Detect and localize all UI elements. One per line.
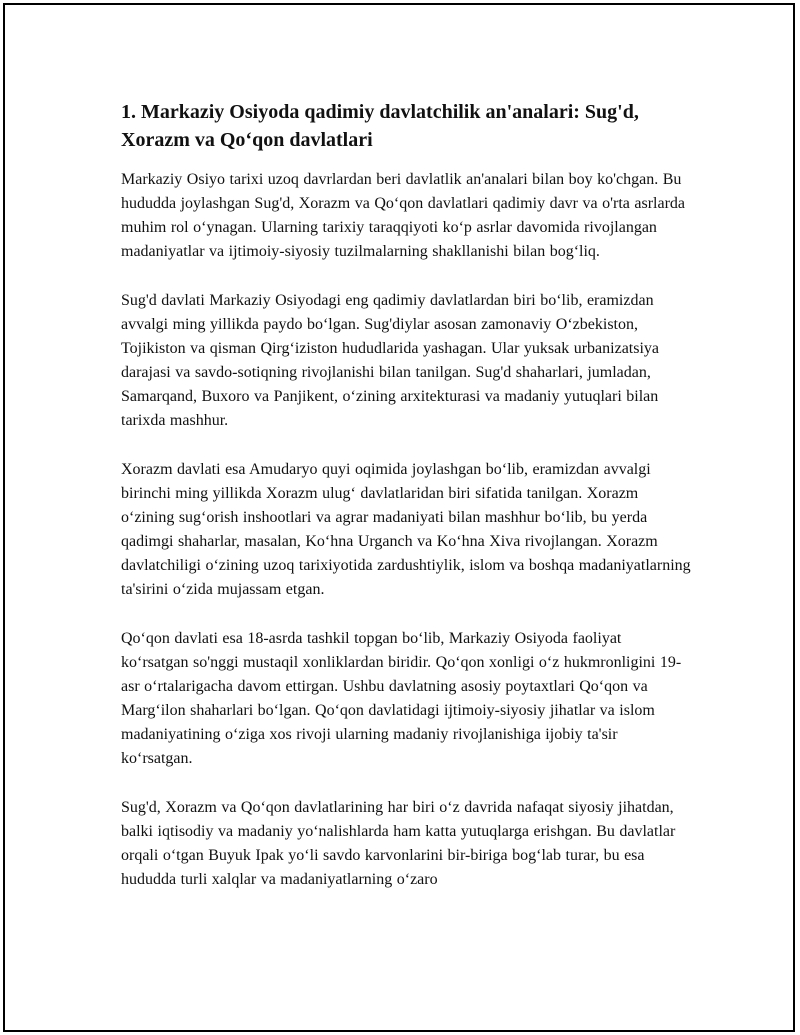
paragraph-2: Sug'd davlati Markaziy Osiyodagi eng qadimiy davlatlardan biri bo‘lib, eramizdan avvalgi ming yillikda paydo bo‘lgan. Sug'diylar asosan zamonaviy O‘zbekiston, Tojikiston va qisman Qirg‘iziston hududlarida yashagan. Ular yuksak urbanizatsiya darajasi va savdo-sotiqning rivojlanishi bilan tanilgan. Sug'd shaharlari, jumladan, Samarqand, Buxoro va Panjikent, o‘zining arxitekturasi va madaniy yutuqlari bilan tarixda mashhur. <box>121 292 660 429</box>
paragraph-1: Markaziy Osiyo tarixi uzoq davrlardan beri davlatlik an'analari bilan boy ko'chgan. Bu hududda joylashgan Sug'd, Xorazm va Qo‘qon davlatlari qadimiy davr va o'rta asrlarda muhim rol o‘ynagan. Ularning tarixiy taraqqiyoti ko‘p asrlar davomida rivojlangan madaniyatlar va ijtimoiy-siyosiy tuzilmalarning shakllanishi bilan bog‘liq. <box>121 171 685 260</box>
paragraph-3: Xorazm davlati esa Amudaryo quyi oqimida joylashgan bo‘lib, eramizdan avvalgi birinchi ming yillikda Xorazm ulug‘ davlatlaridan biri sifatida tanilgan. Xorazm o‘zining sug‘orish inshootlari va agrar madaniyati bilan mashhur bo‘lib, bu yerda qadimgi shaharlar, masalan, Ko‘hna Urganch va Ko‘hna Xiva rivojlangan. Xorazm davlatchiligi o‘zining uzoq tarixiyotida zardushtiylik, islom va boshqa madaniyatlarning ta'sirini o‘zida mujassam etgan. <box>121 461 691 598</box>
paragraph-4: Qo‘qon davlati esa 18-asrda tashkil topgan bo‘lib, Markaziy Osiyoda faoliyat ko‘rsatgan so'nggi mustaqil xonliklardan biridir. Qo‘qon xonligi o‘z hukmronligini 19-asr o‘rtalarigacha davom ettirgan. Ushbu davlatning asosiy poytaxtlari Qo‘qon va Marg‘ilon shaharlari bo‘lgan. Qo‘qon davlatidagi ijtimoiy-siyosiy jihatlar va islom madaniyatining o‘ziga xos rivoji ularning madaniy rivojlanishiga ijobiy ta'sir ko‘rsatgan. <box>121 630 682 767</box>
paragraph-5: Sug'd, Xorazm va Qo‘qon davlatlarining har biri o‘z davrida nafaqat siyosiy jihatdan, balki iqtisodiy va madaniy yo‘nalishlarda ham katta yutuqlarga erishgan. Bu davlatlar orqali o‘tgan Buyuk Ipak yo‘li savdo karvonlarini bir-biriga bog‘lab turar, bu esa hududda turli xalqlar va madaniyatlarning o‘zaro <box>121 799 676 888</box>
document-body <box>121 98 693 917</box>
document-page <box>3 3 795 1032</box>
section-title: 1. Markaziy Osiyoda qadimiy davlatchilik an'analari: Sug'd, Xorazm va Qo‘qon davlatlari <box>121 101 639 151</box>
